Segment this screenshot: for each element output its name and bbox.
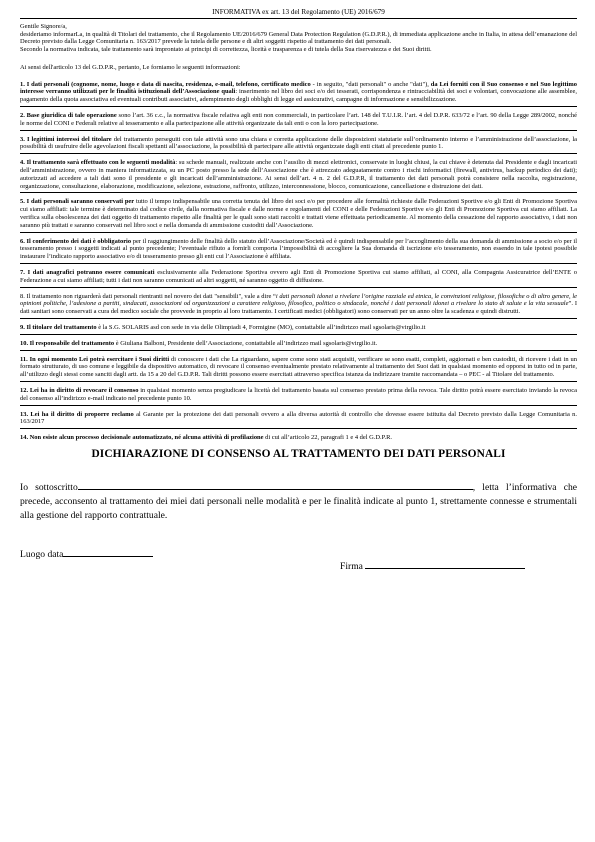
section-2-heading: 2. Base giuridica di tale operazione [20, 112, 117, 120]
section-3 [20, 134, 577, 155]
section-9-text: è la S.G. SOLARIS asd con sede in via delle Olimpiadi 4, Formigine (MO), contattabile all’indirizzo mail sgsolaris@virgilio.it [96, 324, 426, 332]
section-7-text: esclusivamente alla Federazione Sportiva ovvero agli Enti di Promozione Sportiva cui siamo affiliati, al CONI, alla Compagnia Assicuratrice dell’ENTE o Federazione a cui siamo affiliati; tutti i dati non saranno comunicati ad altri soggetti, né saranno oggetto di diffusione. [20, 269, 577, 284]
section-1 [20, 79, 577, 107]
section-6-heading: 6. Il conferimento dei dati è obbligatorio [20, 237, 132, 245]
section-10 [20, 338, 577, 351]
section-14-text: di cui all’articolo 22, paragrafi 1 e 4 del G.D.P.R. [263, 434, 393, 442]
section-1-mid: - in seguito, "dati personali" o anche "dati"), [310, 80, 431, 88]
informativa-page [20, 0, 577, 842]
section-1-heading: 1. I dati personali (cognome, nome, luogo e data di nascita, residenza, e-mail, telefono, certificato medico [20, 80, 311, 88]
letta-label: , letta [472, 481, 499, 493]
section-14-heading: 14. Non esiste alcun processo decisionale automatizzato, né alcuna attività di profilazione [20, 434, 264, 442]
section-8-text-a: 8. Il trattamento non riguarderà dati personali rientranti nel novero dei dati "sensibili", vale a dire “ [20, 292, 276, 300]
page-title: INFORMATIVA ex art. 13 del Regolamento (UE) 2016/679 [212, 8, 385, 16]
signature-label: Firma [340, 561, 363, 573]
section-12-heading: 12. Lei ha in diritto di revocare il consenso [20, 387, 139, 394]
place-date-block [20, 547, 153, 561]
section-13-text: al Garante per la protezione dei dati personali ovvero a alla diversa autorità di controllo che dovesse essere istituita dal Decreto previsto dalla Legge Comunitaria n. 163/2017 [20, 410, 578, 426]
section-5 [20, 196, 577, 232]
section-7-heading: 7. I dati anagrafici potranno essere comunicati [20, 269, 155, 277]
intro-greeting: Gentile Signore/a, [20, 22, 67, 30]
section-13-heading: 13. Lei ha il diritto di proporre reclamo [20, 410, 134, 418]
section-5-heading: 5. I dati personali saranno conservati per [20, 198, 135, 206]
section-4-text: : su schede manuali, realizzate anche con l’ausilio di mezzi elettronici, conservate in luoghi chiusi, la cui chiave è detenuta dal Presidente e dagli incaricati dell’amministrazione, ovvero in maniera informatizzata, su un PC posto presso la sede dell’Associazione che è attrezzato adeguatamente contro i rischi informatici (firewall, antivirus, backup periodico dei dati); autorizzati ad accedere a tali dati sono il presidente e gli incaricati dell’amministrazione. Ai sensi dell’art. 4 n. 2 del G.D.P.R, il trattamento dei dati personali potrà consistere nella raccolta, registrazione, organizzazione, consultazione, elaborazione, modificazione, selezione, estrazione, raffronto, utilizzo, interconnessione, blocco, comunicazione, cancellazione e distruzione dei dati. [20, 159, 577, 190]
section-6 [20, 236, 577, 264]
signature-field[interactable] [365, 559, 525, 569]
name-field[interactable] [78, 480, 473, 490]
section-8 [20, 291, 577, 319]
place-date-field[interactable] [63, 547, 153, 557]
signature-block [340, 559, 525, 573]
section-4-heading: 4. Il trattamento sarà effettuato con le seguenti modalità [20, 159, 176, 167]
intro-paragraph-2: Secondo la normativa indicata, tale trattamento sarà improntato ai principi di correttezza, liceità e trasparenza e di tutela della Sua riservatezza e dei Suoi diritti. [20, 46, 432, 54]
section-3-text: del trattamento perseguiti con tale attività sono una chiara e corretta applicazione delle disposizioni statutarie sull’ordinamento interno e l’amministrazione dell’associazione, la possibilità di usufruire delle agevolazioni fiscali spettanti all’associazione, la possibilità di partecipare alle attività organizzate dagli enti citati al precedente punto 1. [20, 135, 577, 151]
signature-row [20, 547, 577, 573]
section-12-text: in qualsiasi momento senza pregiudicare la liceità del trattamento basata sul consenso prestato prima della revoca. Tale diritto potrà essere esercitato inviando la revoca del consenso all’indirizzo e-mail indicato nel precedente punto 10. [20, 387, 577, 402]
intro-block [20, 23, 577, 54]
section-2-text: sono l’art. 36 c.c., la normativa fiscale relativa agli enti non commerciali, in particolare l’art. 148 del T.U.I.R. l’art. 4 del D.P.R. 633/72 e l’art. 90 della Legge 289/2002, nonché le norme del CONI e Federali relative al tesseramento e alla partecipazione alle attività organizzate da tali enti o con la loro partecipazione. [20, 112, 577, 127]
section-10-heading: 10. Il responsabile del trattamento [20, 339, 115, 347]
section-13 [20, 409, 577, 430]
section-6-text: per il raggiungimento delle finalità dello statuto dell’Associazione/Società ed è quindi indispensabile per l’accoglimento della sua domanda di ammissione a socio e/o per il tesseramento presso i soggetti indicati al punto precedente; l’eventuale rifiuto a fornirli comporta l’impossibilità di accogliere la Sua domanda di iscrizione e/o tesseramento, non essendo in tale ipotesi possibile instaurare l’indicato rapporto associativo e/o di tesseramento presso gli enti cui l’Associazione è affiliata. [20, 237, 577, 261]
section-5-text: tutto il tempo indispensabile una corretta tenuta del libro dei soci e/o per procedere alle formalità richieste dalle Federazioni Sportive e/o gli Enti di Promozione Sportiva cui siamo affiliati: tale termine è determinato dal codice civile, dalla normativa fiscale e dalle norme e regolamenti del CONI e delle Federazioni Sportive e/o gli Enti di Promozione Sportiva cui siamo affiliati. La verifica sulla obsolescenza dei dati oggetto di trattamento rispetto alle finalità per le quali sono stati raccolti e trattati viene effettuata periodicamente. Al momento della cessazione del rapporto associativo, i dati non saranno più trattati e saranno conservati nel libro soci e nella domanda di ammissione custoditi dall’Associazione. [20, 198, 577, 229]
section-11 [20, 354, 577, 382]
section-1-text: : inserimento nel libro dei soci e/o dei tesserati, corrispondenza e rintracciabilità dei soci e volontari, convocazione alle assemblee, pagamento della quota associativa ed eventuali contributi associativi, adempimento degli obblighi di legge ed assicurativi, campagne di informazione e sensibilizzazione. [20, 88, 578, 104]
section-12 [20, 385, 577, 406]
place-date-label: Luogo data [20, 549, 64, 561]
section-11-heading: 11. In ogni momento Lei potrà esercitare i Suoi diritti [20, 355, 170, 363]
section-9-heading: 9. Il titolare del trattamento [20, 324, 97, 332]
consent-declaration [20, 480, 577, 524]
consent-body-text: l’informativa che precede, acconsento al trattamento dei miei dati personali nelle modalità e per le finalità indicate al punto 1, strettamente connesse e strumentali alla gestione del rapporto contrattuale. [20, 481, 578, 522]
section-7 [20, 267, 577, 288]
section-1-heading-2: da Lei forniti con il Suo consenso e nel Suo legittimo interesse verranno utilizzati per le finalità istituzionali dell’Associazione quali [20, 80, 577, 96]
section-8-text-b: ”. I dati sanitari sono conservati a cura del medico sociale che provvede in proprio al loro trattamento. I certificati medici (obbligatori) sono conservati per un anno oltre la scadenza e quindi distrutti. [20, 300, 577, 316]
consent-title: DICHIARAZIONE DI CONSENSO AL TRATTAMENTO DEI DATI PERSONALI [91, 447, 506, 460]
section-11-text: di conoscere i dati che La riguardano, sapere come sono stati acquisiti, verificare se sono esatti, completi, aggiornati e ben custoditi, di ricevere i dati in un formato strutturato, di uso comune e leggibile da dispositivo automatico, di revocare il consenso eventualmente prestato relativamente al trattamento dei Suoi dati in qualsiasi momento ed opporsi in tutto od in parte, all’utilizzo degli stessi come sanciti dagli artt. da 15 a 20 del G.D.P.R. Tali diritti possono essere esercitati attraverso specifica istanza da indirizzare tramite raccomandata – o PEC - al Titolare del trattamento. [20, 355, 577, 379]
intro-paragraph-1: desideriamo informarLa, in qualità di Titolari del trattamento, che il Regolamento UE/2016/679 General Data Protection Regulation (G.D.P.R.), di immediata applicazione anche in Italia, in attesa dell’emanazione del Decreto previsto dalla Legge Comunitaria n. 163/2017 prevede la tutela delle persone e di altri soggetti rispetto al trattamento dei dati personali. [20, 30, 577, 46]
section-8-quote: i dati personali idonei a rivelare l’origine razziale ed etnica, le convinzioni religiose, filosofiche o di altro genere, le opinioni politiche, l’adesione a partiti, sindacati, associazioni od organizzazioni a carattere religioso, filosofico, politico o sindacale, nonché i dati personali idonei a rivelare lo stato di salute e la vita sessuale [20, 292, 577, 308]
section-2 [20, 110, 577, 131]
section-4 [20, 157, 577, 193]
section-9 [20, 322, 577, 335]
io-sottoscritto-label: Io sottoscritto [20, 481, 78, 493]
section-10-text: è Giuliana Balboni, Presidente dell’Associazione, contattabile all’indirizzo mail sgsolaris@virgilio.it. [114, 339, 378, 347]
intro-lead: Ai sensi dell'articolo 13 del G.D.P.R., pertanto, Le forniamo le seguenti informazioni: [20, 63, 241, 71]
section-3-heading: 3. I legittimi interessi del titolare [20, 135, 112, 143]
header-divider [20, 18, 577, 19]
section-14 [20, 432, 577, 444]
